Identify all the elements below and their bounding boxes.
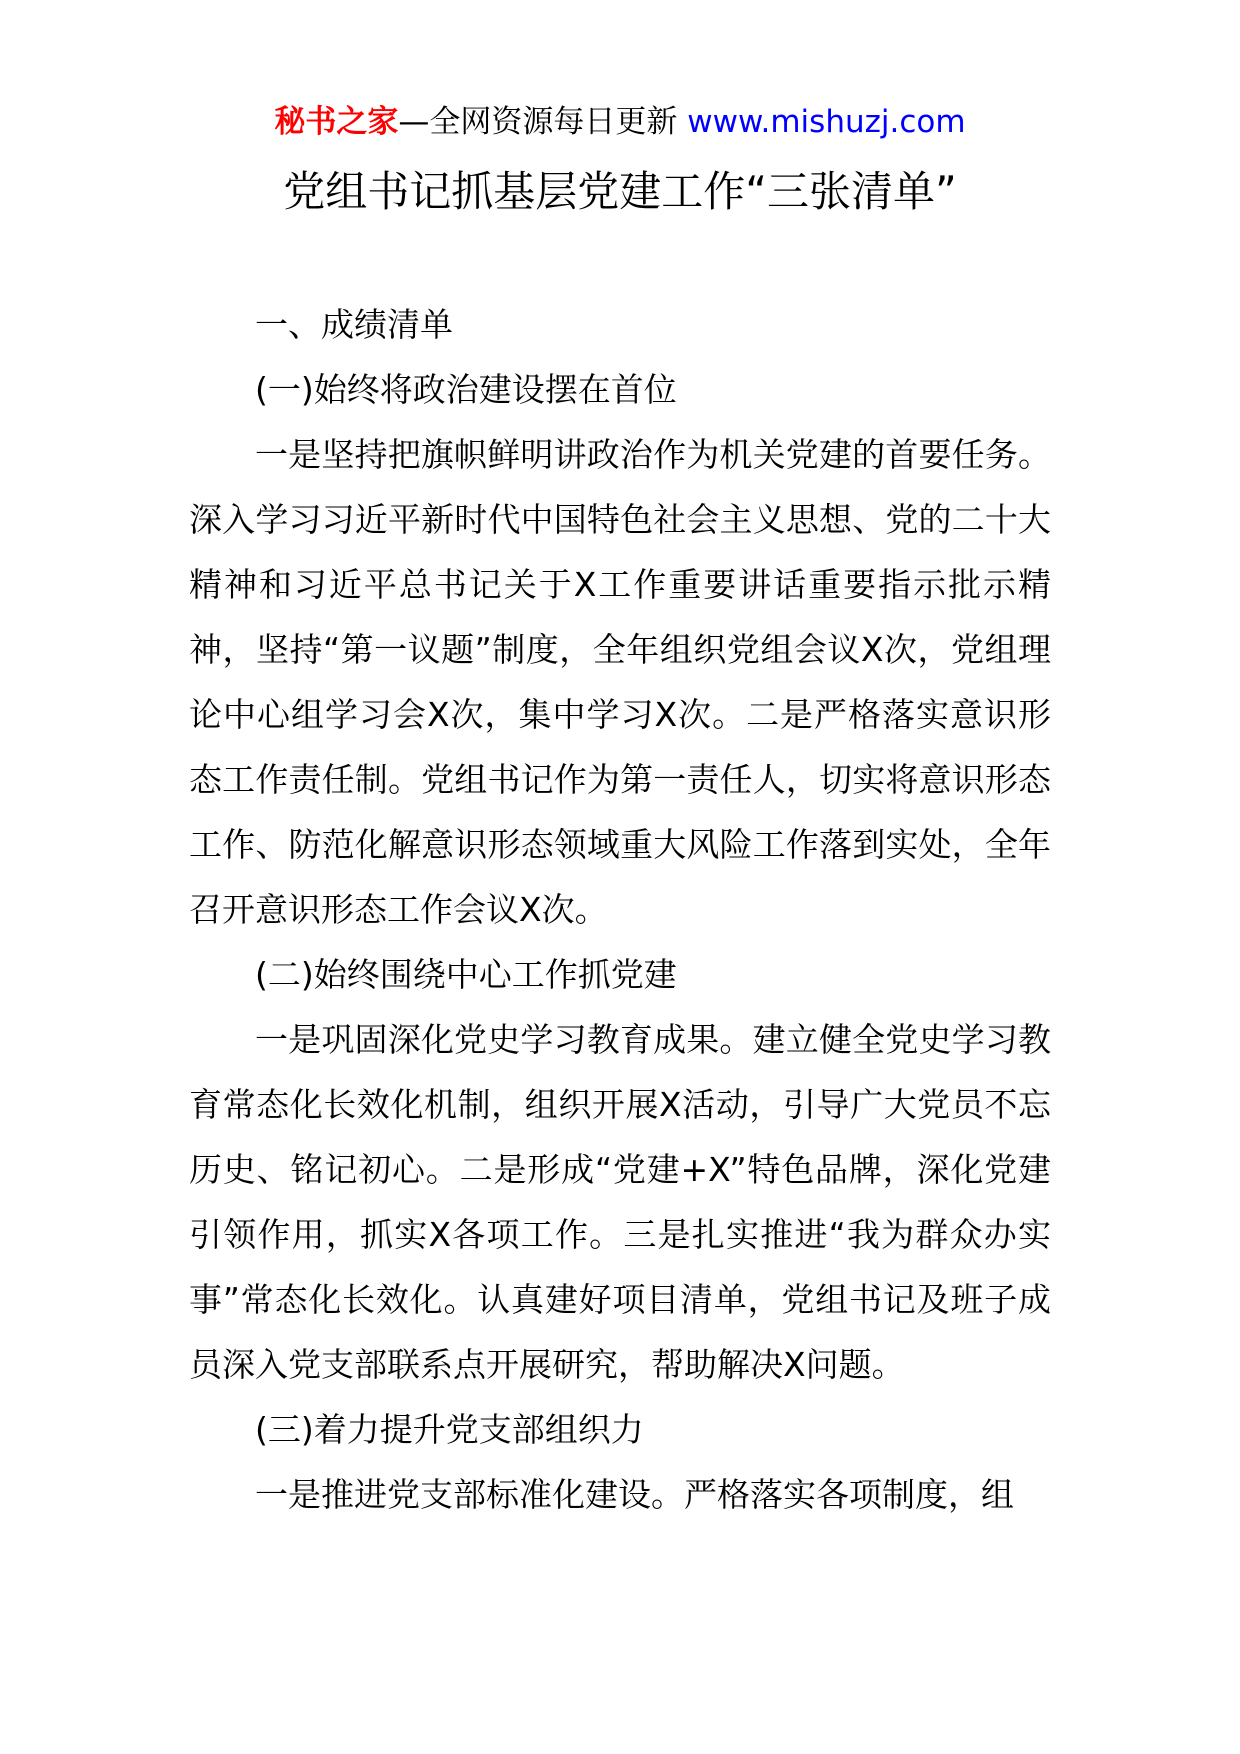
- header-tagline: —全网资源每日更新: [398, 104, 678, 140]
- body-paragraph: 一是坚持把旗帜鲜明讲政治作为机关党建的首要任务。深入学习习近平新时代中国特色社会主义思想、党的二十大精神和习近平总书记关于X工作重要讲话重要指示批示精神，坚持“第一议题”制度，全年组织党组会议X次，党组理论中心组学习会X次，集中学习X次。二是严格落实意识形态工作责任制。党组书记作为第一责任人，切实将意识形态工作、防范化解意识形态领域重大风险工作落到实处，全年召开意识形态工作会议X次。: [189, 435, 1051, 929]
- site-header: [0, 100, 1240, 144]
- body-paragraph: 一是巩固深化党史学习教育成果。建立健全党史学习教育常态化长效化机制，组织开展X活动，引导广大党员不忘历史、铭记初心。二是形成“党建+X”特色品牌，深化党建引领作用，抓实X各项工作。三是扎实推进“我为群众办实事”常态化长效化。认真建好项目清单，党组书记及班子成员深入党支部联系点开展研究，帮助解决X问题。: [189, 1020, 1051, 1384]
- subsection-heading: (三)着力提升党支部组织力: [255, 1410, 644, 1449]
- brand-name: 秘书之家: [274, 104, 399, 140]
- document-body: [189, 292, 1051, 1527]
- site-url-link[interactable]: www.mishuzj.com: [687, 104, 966, 140]
- document-title: 党组书记抓基层党建工作“三张清单”: [283, 167, 957, 216]
- subsection-heading: (一)始终将政治建设摆在首位: [255, 370, 677, 409]
- section-heading: 一、成绩清单: [255, 305, 453, 344]
- body-paragraph: 一是推进党支部标准化建设。严格落实各项制度，组: [255, 1475, 1014, 1514]
- subsection-heading: (二)始终围绕中心工作抓党建: [255, 955, 677, 994]
